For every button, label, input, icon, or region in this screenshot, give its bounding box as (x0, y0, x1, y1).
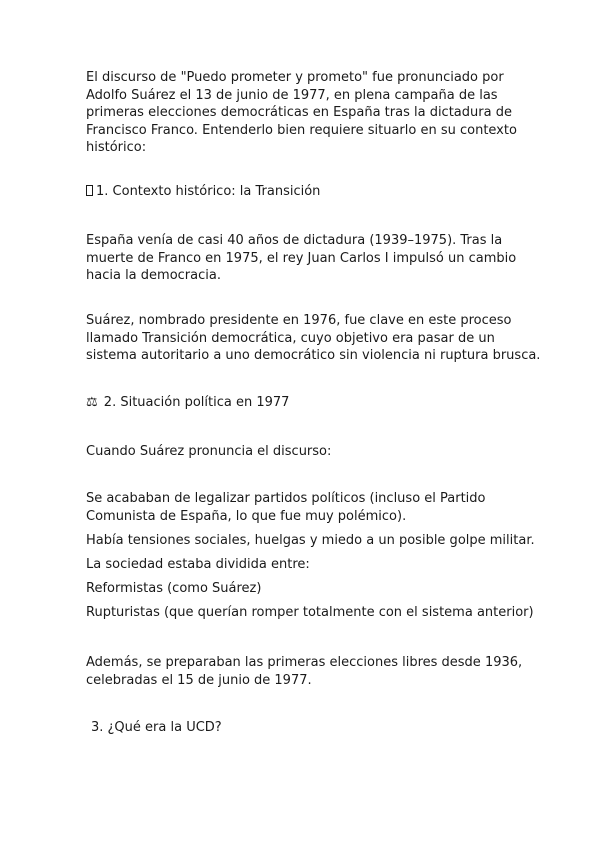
list-item: La sociedad estaba dividida entre: (86, 557, 310, 572)
paragraph-line: hacia la democracia. (86, 268, 221, 283)
list-item-line: Se acababan de legalizar partidos políticos (incluso el Partido (86, 491, 486, 506)
section-3-title: 3. ¿Qué era la UCD? (91, 720, 222, 735)
list-item: Rupturistas (que querían romper totalmente con el sistema anterior) (86, 605, 534, 620)
section-1-heading (86, 183, 526, 201)
paragraph-line: España venía de casi 40 años de dictadura (1939–1975). Tras la (86, 233, 503, 248)
list-item (86, 490, 526, 525)
section-1-title: 1. Contexto histórico: la Transición (96, 184, 321, 199)
intro-line: histórico: (86, 140, 147, 155)
intro-line: Adolfo Suárez el 13 de junio de 1977, en plena campaña de las (86, 87, 498, 103)
paragraph-line: sistema autoritario a uno democrático sin violencia ni ruptura brusca. (86, 348, 541, 363)
section-2-title: 2. Situación política en 1977 (103, 395, 290, 410)
paragraph-line: muerte de Franco en 1975, el rey Juan Carlos I impulsó un cambio (86, 250, 517, 266)
elections-paragraph (86, 654, 526, 689)
balance-scale-icon: ⚖ (86, 395, 98, 410)
intro-line: primeras elecciones democráticas en España tras la dictadura de (86, 105, 512, 120)
intro-line: El discurso de "Puedo prometer y prometo" fue pronunciado por (86, 70, 504, 85)
intro-line: Francisco Franco. Entenderlo bien requiere situarlo en su contexto (86, 122, 517, 138)
situation-intro: Cuando Suárez pronuncia el discurso: (86, 444, 332, 459)
list-item-line: Comunista de España, lo que fue muy polémico). (86, 508, 407, 524)
list-item: Había tensiones sociales, huelgas y miedo a un posible golpe militar. (86, 533, 535, 548)
context-paragraph-2 (86, 312, 541, 365)
intro-paragraph (86, 69, 526, 157)
paragraph-line: Suárez, nombrado presidente en 1976, fue clave en este proceso (86, 313, 512, 328)
context-paragraph-1 (86, 232, 526, 285)
paragraph-line: celebradas el 15 de junio de 1977. (86, 672, 312, 688)
list-item: Reformistas (como Suárez) (86, 581, 262, 596)
section-2-heading (86, 394, 526, 412)
paragraph-line: Además, se preparaban las primeras elecciones libres desde 1936, (86, 655, 523, 670)
section-3-heading (86, 719, 526, 737)
missing-glyph-box-icon (86, 185, 93, 196)
paragraph-line: llamado Transición democrática, cuyo objetivo era pasar de un (86, 330, 495, 346)
